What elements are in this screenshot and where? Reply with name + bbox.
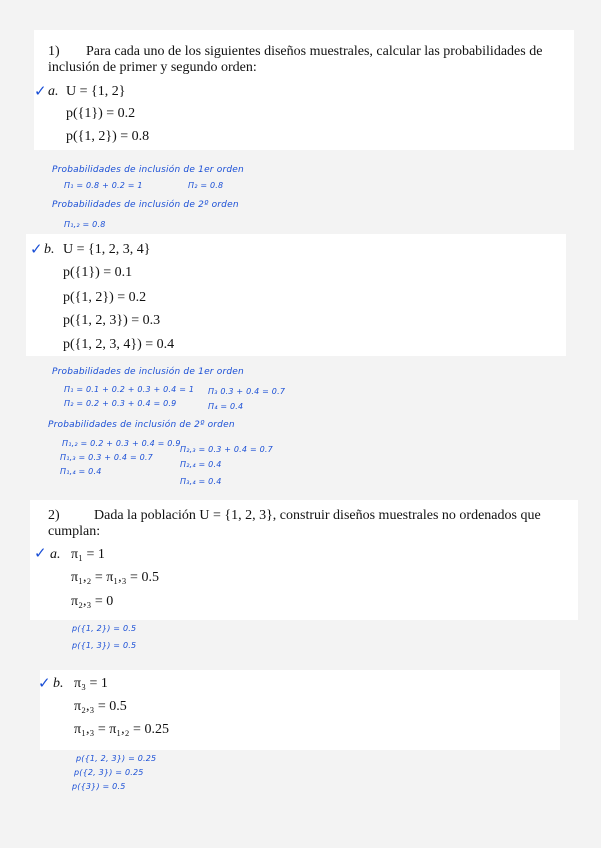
- problem-2-text: Dada la población U = {1, 2, 3}, construir diseños muestrales no ordenados que cumplan:: [48, 508, 541, 539]
- hw-1b-formula-6: Π₂,₃ = 0.3 + 0.4 = 0.7: [180, 445, 273, 454]
- checkmark-icon-2b: ✓: [38, 674, 51, 692]
- hw-2b-line-1: p({1, 2, 3}) = 0.25: [76, 754, 157, 763]
- hw-2b-line-3: p({3}) = 0.5: [72, 782, 126, 791]
- hw-1b-formula-8: Π₂,₄ = 0.4: [180, 460, 222, 469]
- hw-1b-formula-4: Π₄ = 0.4: [208, 402, 244, 411]
- hw-2b-line-2: p({2, 3}) = 0.25: [74, 768, 144, 777]
- problem-1-number: 1): [48, 44, 60, 59]
- hw-2a-line-1: p({1, 2}) = 0.5: [72, 624, 137, 633]
- hw-1b-formula-1: Π₁ = 0.1 + 0.2 + 0.3 + 0.4 = 1: [64, 385, 195, 394]
- problem-1b-set: U = {1, 2, 3, 4}: [63, 242, 151, 257]
- hw-1b-formula-3: Π₂ = 0.2 + 0.3 + 0.4 = 0.9: [64, 399, 177, 408]
- problem-1-text: Para cada uno de los siguientes diseños muestrales, calcular las probabilidades de inclusión de primer y segundo orden:: [48, 44, 543, 75]
- hw-1b-formula-9: Π₁,₄ = 0.4: [60, 467, 102, 476]
- hw-1b-heading-2: Probabilidades de inclusión de 2º orden: [48, 420, 235, 430]
- problem-2b-line-3: π₁,₃ = π₁,₂ = 0.25: [74, 722, 169, 737]
- hw-1b-formula-2: Π₃ 0.3 + 0.4 = 0.7: [208, 387, 286, 396]
- problem-2b-label: b.: [53, 676, 64, 691]
- hw-1a-formula-1: Π₁ = 0.8 + 0.2 = 1: [64, 181, 143, 190]
- problem-2a-line-1: π₁ = 1: [71, 547, 105, 562]
- problem-2b-line-2: π₂,₃ = 0.5: [74, 699, 127, 714]
- problem-2-number: 2): [48, 508, 60, 523]
- problem-2a-line-2: π₁,₂ = π₁,₃ = 0.5: [71, 570, 159, 585]
- problem-1a-line-2: p({1, 2}) = 0.8: [66, 129, 150, 144]
- problem-1b-label: b.: [44, 242, 55, 257]
- hw-1b-formula-7: Π₁,₃ = 0.3 + 0.4 = 0.7: [60, 453, 153, 462]
- problem-1a-set: U = {1, 2}: [66, 84, 126, 99]
- problem-1b-line-4: p({1, 2, 3, 4}) = 0.4: [63, 337, 175, 352]
- problem-2a-label: a.: [50, 547, 61, 562]
- hw-1a-heading-1: Probabilidades de inclusión de 1er orden: [52, 165, 244, 175]
- problem-1b-line-2: p({1, 2}) = 0.2: [63, 290, 147, 305]
- problem-1a-label: a.: [48, 84, 59, 99]
- checkmark-icon-1a: ✓: [34, 82, 47, 100]
- hw-1a-formula-2: Π₂ = 0.8: [188, 181, 224, 190]
- problem-1b-line-3: p({1, 2, 3}) = 0.3: [63, 313, 161, 328]
- problem-1a-line-1: p({1}) = 0.2: [66, 106, 136, 121]
- checkmark-icon-1b: ✓: [30, 240, 43, 258]
- problem-2b-line-1: π₃ = 1: [74, 676, 108, 691]
- problem-2a-line-3: π₂,₃ = 0: [71, 594, 114, 609]
- checkmark-icon-2a: ✓: [34, 544, 47, 562]
- hw-1b-formula-5: Π₁,₂ = 0.2 + 0.3 + 0.4 = 0.9: [62, 439, 181, 448]
- hw-2a-line-2: p({1, 3}) = 0.5: [72, 641, 137, 650]
- hw-1b-heading-1: Probabilidades de inclusión de 1er orden: [52, 367, 244, 377]
- hw-1a-heading-2: Probabilidades de inclusión de 2º orden: [52, 200, 239, 210]
- problem-1b-line-1: p({1}) = 0.1: [63, 265, 133, 280]
- hw-1a-formula-3: Π₁,₂ = 0.8: [64, 220, 106, 229]
- hw-1b-formula-10: Π₃,₄ = 0.4: [180, 477, 222, 486]
